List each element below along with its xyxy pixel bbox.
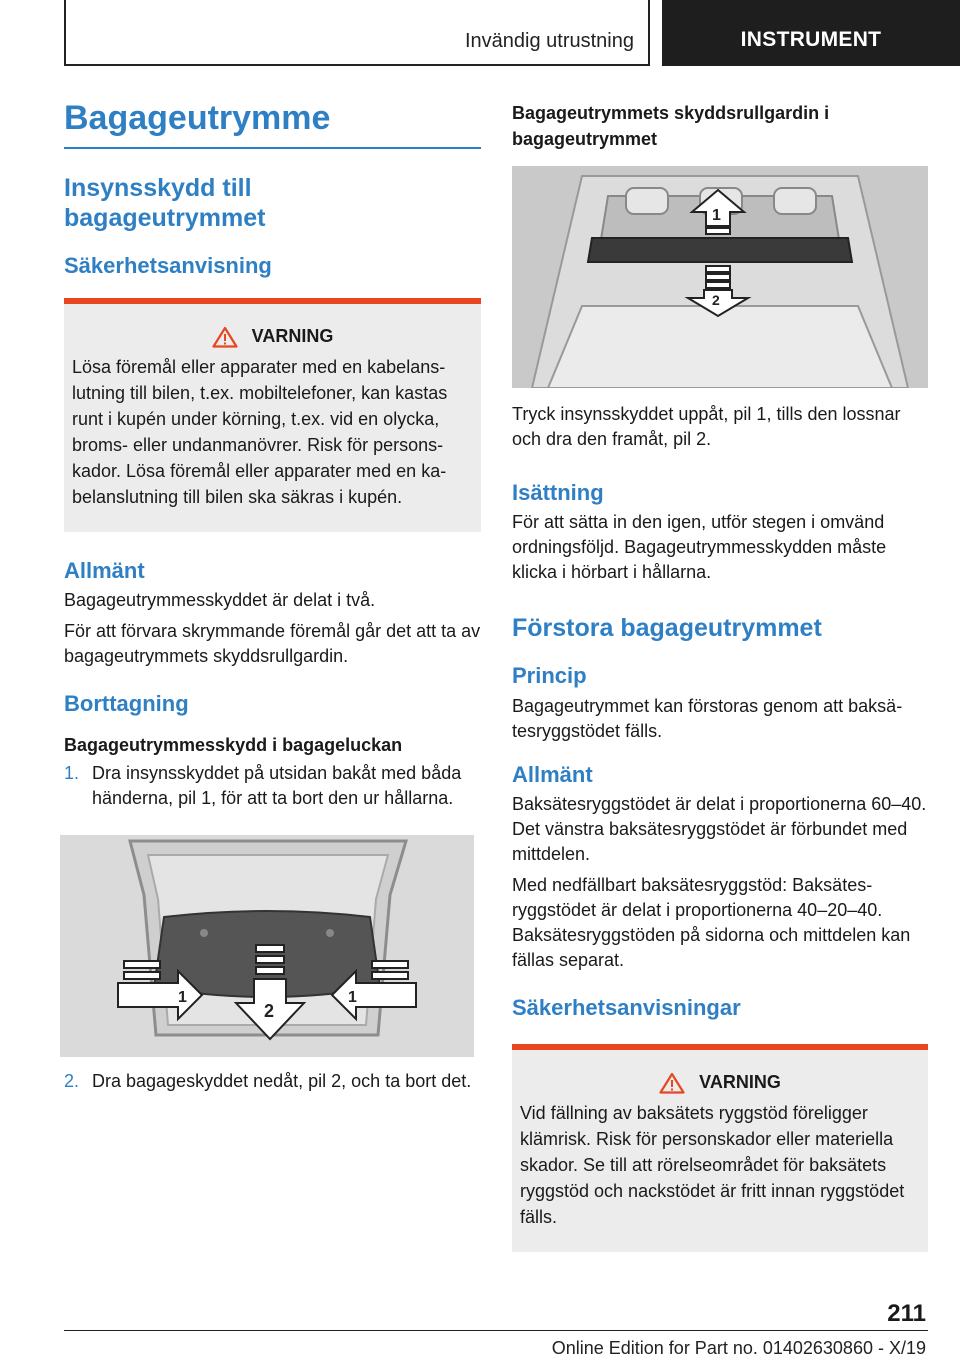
figure-arrow-label: 2 bbox=[712, 292, 720, 308]
figure-arrow-label: 1 bbox=[178, 988, 187, 1006]
insert-heading: Isättning bbox=[512, 480, 604, 505]
enlarge-heading: Förstora bagageutrymmet bbox=[512, 614, 822, 643]
removal-steps-continued bbox=[64, 1069, 481, 1094]
step-item bbox=[64, 761, 481, 811]
footer-rule bbox=[64, 1330, 928, 1331]
figure-tailgate-cover bbox=[60, 835, 474, 1057]
roller-blind-heading: Bagageutrymmets skyddsrullgardin i bagageutrymmet bbox=[512, 103, 830, 149]
safety-heading: Säkerhetsanvisning bbox=[64, 253, 272, 279]
step-text: Dra insynsskyddet på utsidan bakåt med båda händerna, pil 1, för att ta bort den ur hållarna. bbox=[92, 762, 462, 808]
header-bottom-rule bbox=[64, 64, 650, 66]
header-right-rule bbox=[648, 0, 650, 66]
step-text: Dra bagageskyddet nedåt, pil 2, och ta bort det. bbox=[92, 1070, 472, 1091]
section-heading-cover: Insynsskydd till bagageutrymmet bbox=[64, 174, 266, 233]
page-number: 211 bbox=[887, 1300, 926, 1327]
figure-roller-blind bbox=[512, 166, 928, 388]
left-column bbox=[64, 100, 481, 1094]
warning-triangle-icon bbox=[212, 326, 238, 348]
warning-box-2 bbox=[512, 1044, 928, 1252]
general-paragraph-1: Bagageutrymmesskyddet är delat i två. bbox=[64, 590, 376, 611]
removal-subheading: Bagageutrymmesskydd i bagageluckan bbox=[64, 734, 403, 755]
roller-blind-text: Tryck insynsskyddet uppåt, pil 1, tills den lossnar och dra den framåt, pil 2. bbox=[512, 404, 901, 449]
step-number: 2. bbox=[64, 1070, 80, 1091]
removal-heading: Borttagning bbox=[64, 691, 189, 717]
header-section-title: Invändig utrustning bbox=[464, 30, 634, 52]
step-item bbox=[64, 1069, 481, 1094]
principle-text: Bagageutrymmet kan förstoras genom att baksätesryggstödet fälls. bbox=[512, 695, 903, 741]
general-paragraph-right-1: Baksätesryggstödet är delat i proportionerna 60–40. Det vänstra baksätesryggstödet är förbundet med mittdelen. bbox=[512, 794, 927, 865]
figure-arrow-label: 1 bbox=[348, 988, 357, 1006]
warning-triangle-icon bbox=[659, 1072, 685, 1094]
warning-text: Lösa föremål eller apparater med en kabelanslutning till bilen, t.ex. mobiltelefoner, kan kastas runt i kupén under körning, t.ex. vid en olycka, broms- eller undanmanövrer. Risk för personskador. Lösa föremål eller apparater med en kabelanslutning till bilen ska säkras i kupén. bbox=[72, 356, 448, 507]
warning-header bbox=[72, 326, 473, 348]
insert-text: För att sätta in den igen, utför stegen i omvänd ordningsföljd. Bagageutrymmesskydden måste klicka i hörbart i hållarna. bbox=[512, 512, 887, 583]
removal-steps bbox=[64, 761, 481, 811]
page-title: Bagageutrymme bbox=[64, 100, 481, 149]
warning-label: VARNING bbox=[251, 326, 334, 347]
header-tab-instrument[interactable]: INSTRUMENT bbox=[662, 0, 960, 66]
figure-arrow-label: 1 bbox=[712, 207, 721, 224]
principle-heading: Princip bbox=[512, 663, 587, 689]
header-left-rule bbox=[64, 0, 66, 66]
figure-arrow-label: 2 bbox=[264, 1000, 275, 1021]
warning-box-1 bbox=[64, 298, 481, 532]
general-paragraph-right-2: Med nedfällbart baksätesryggstöd: Baksätesryggstödet är delat i proportionerna 40–20–40. Baksätesryggstöden på sidorna och mittdelen kan fällas separat. bbox=[512, 875, 911, 971]
general-heading: Allmänt bbox=[64, 557, 145, 583]
right-column bbox=[512, 100, 929, 1252]
warning-label: VARNING bbox=[699, 1072, 781, 1093]
general-paragraph-2: För att förvara skrymmande föremål går det att ta av bagageutrymmets skyddsrullgardin. bbox=[64, 621, 481, 667]
warning-header bbox=[520, 1072, 920, 1094]
step-number: 1. bbox=[64, 762, 80, 783]
general-heading-right: Allmänt bbox=[512, 761, 593, 787]
safety-heading-right: Säkerhetsanvisningar bbox=[512, 995, 741, 1021]
footer-edition: Online Edition for Part no. 01402630860 - X/19 bbox=[551, 1338, 926, 1358]
warning-text: Vid fällning av baksätets ryggstöd föreligger klämrisk. Risk för personskador eller materiella skador. Se till att rörelseområdet för baksätets ryggstöd och nackstödet är fritt innan ryggstödet fälls. bbox=[520, 1102, 905, 1227]
